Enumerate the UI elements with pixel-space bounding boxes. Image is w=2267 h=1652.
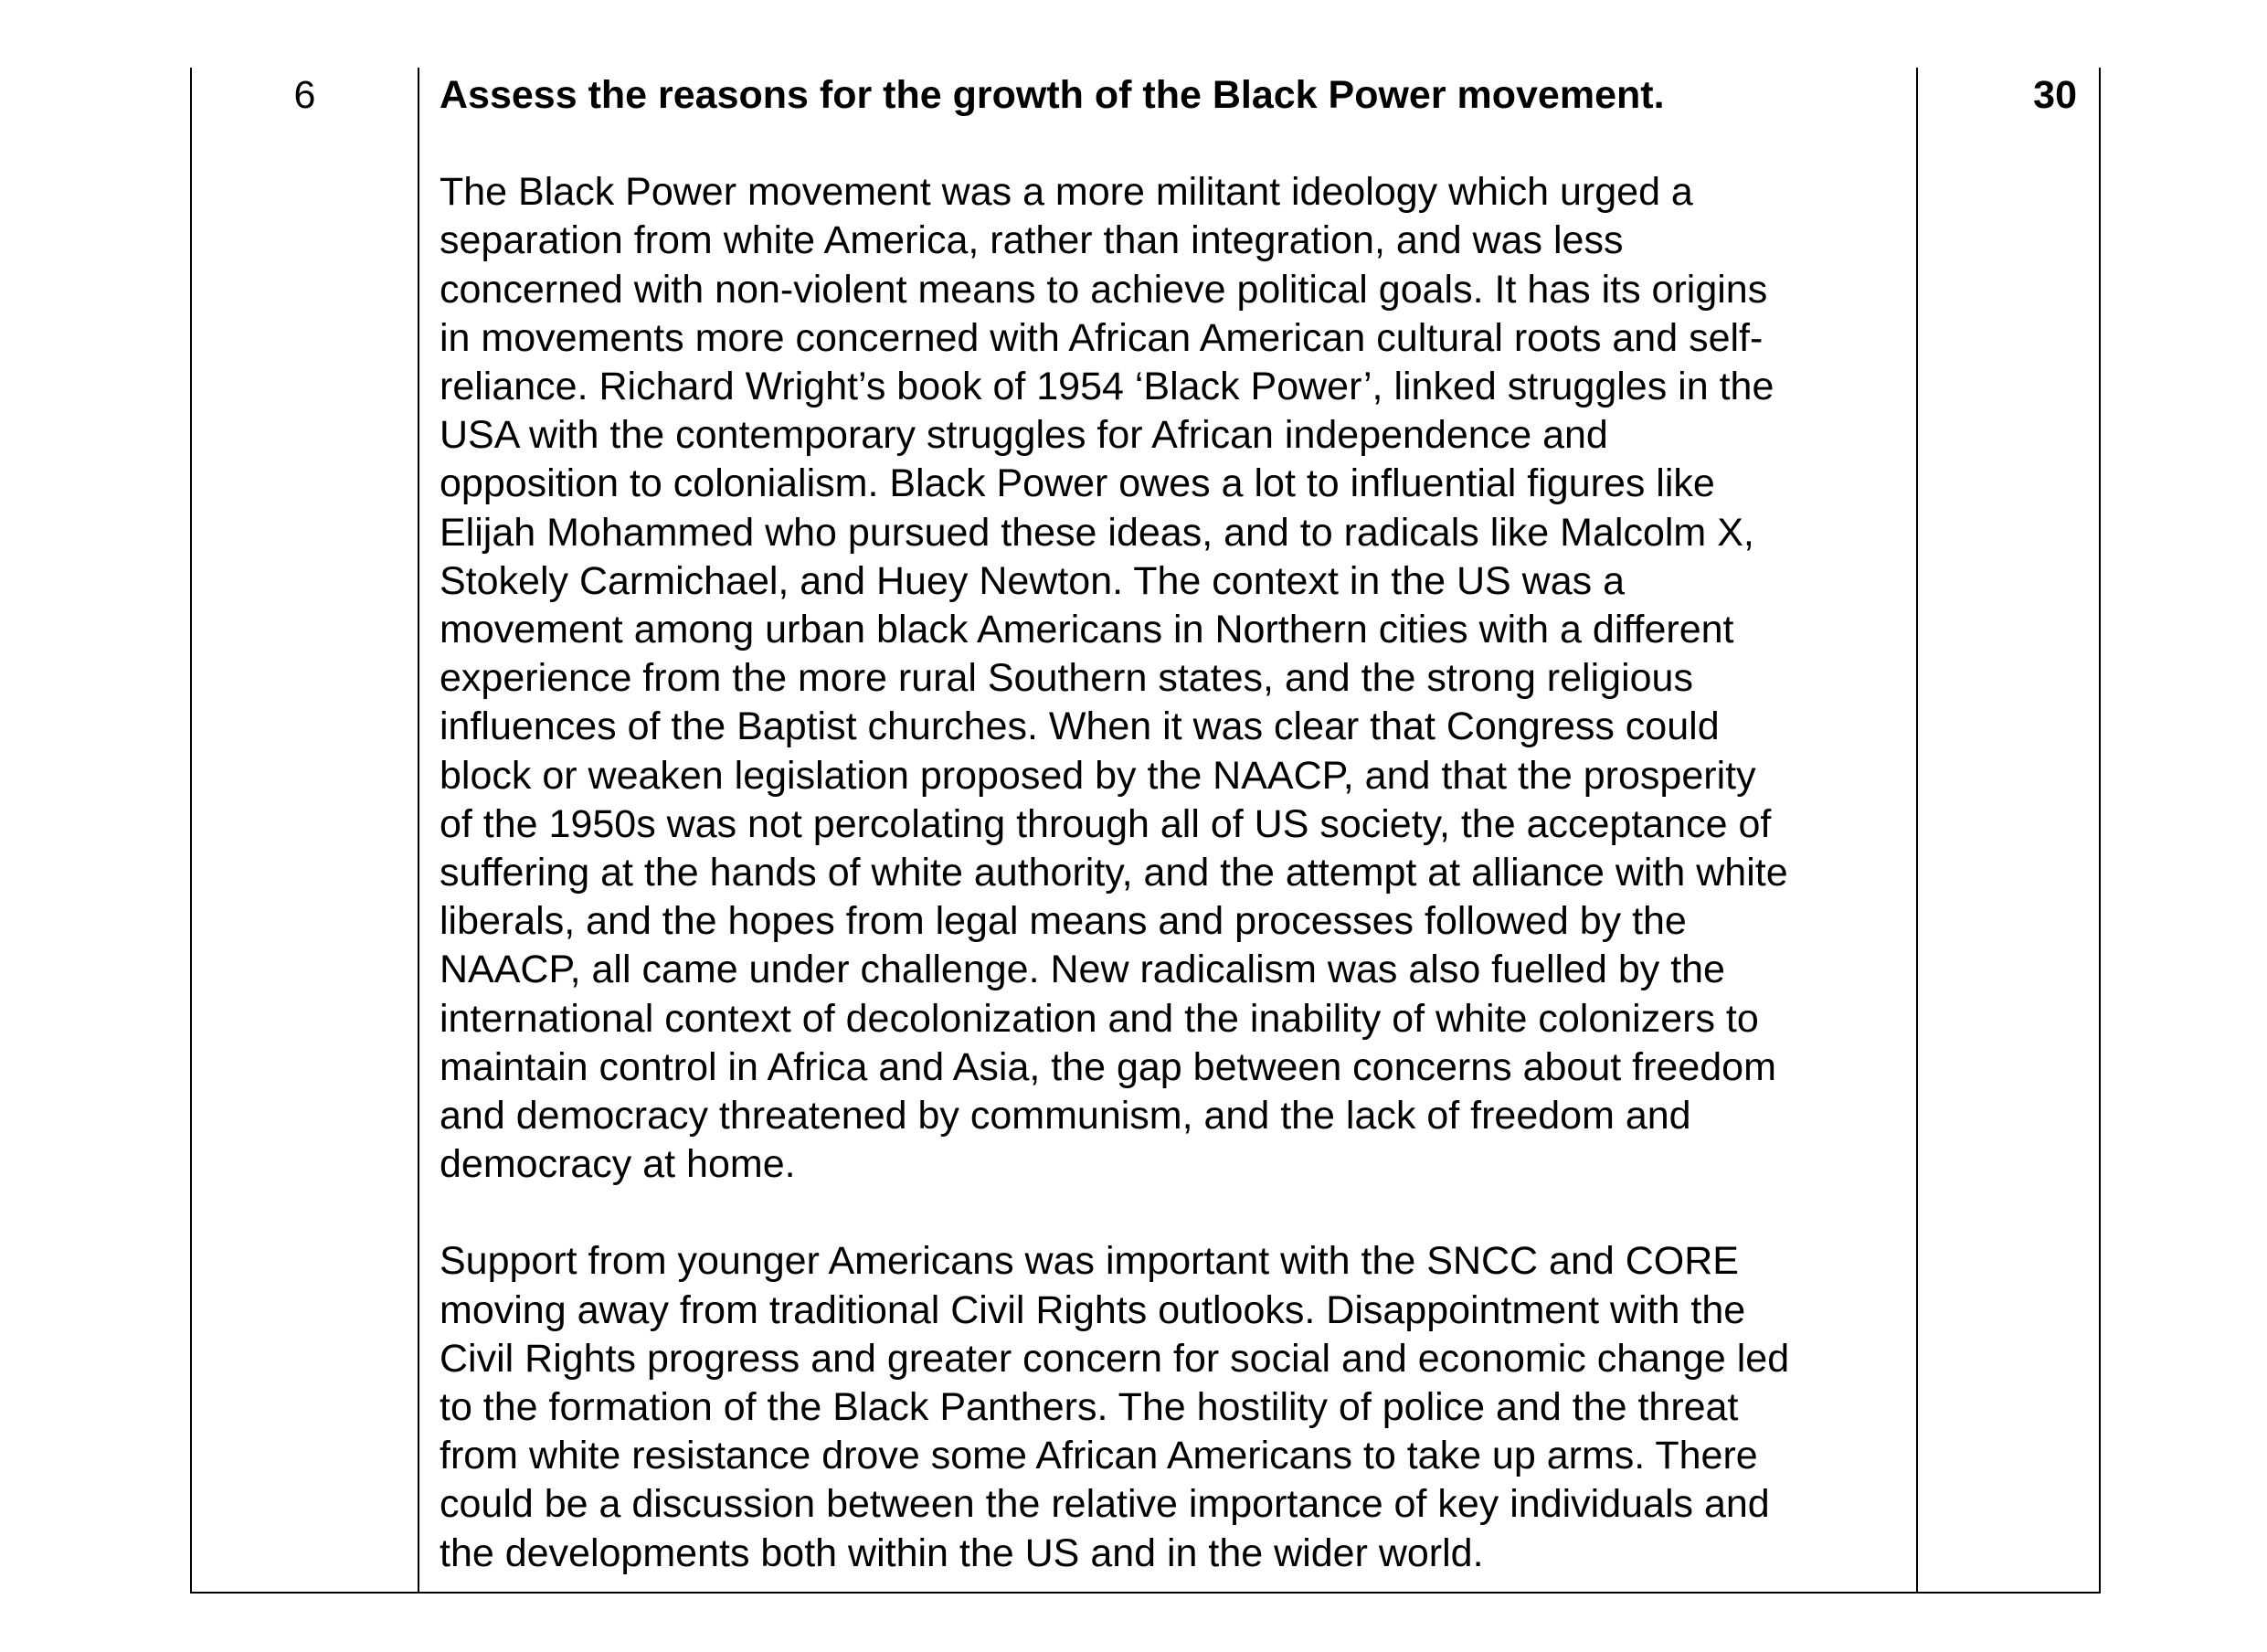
answer-line: Stokely Carmichael, and Huey Newton. The context in the US was a (440, 558, 1626, 603)
answer-line: the developments both within the US and in the wider world. (440, 1530, 1484, 1575)
answer-line: moving away from traditional Civil Rights outlooks. Disappointment with the (440, 1287, 1746, 1332)
answer-line: Civil Rights progress and greater concern for social and economic change led (440, 1336, 1790, 1381)
answer-line: movement among urban black Americans in Northern cities with a different (440, 608, 1734, 652)
question-number-cell (192, 68, 419, 1592)
answer-line: to the formation of the Black Panthers. The hostility of police and the threat (440, 1385, 1739, 1430)
answer-line: liberals, and the hopes from legal means and processes followed by the (440, 899, 1687, 944)
answer-line: international context of decolonization and the inability of white colonizers to (440, 996, 1759, 1041)
question-number: 6 (293, 73, 316, 117)
answer-line: concerned with non-violent means to achieve political goals. It has its origins (440, 267, 1768, 312)
answer-line: in movements more concerned with African American cultural roots and self- (440, 315, 1764, 360)
answer-line: suffering at the hands of white authority, and the attempt at alliance with white (440, 851, 1788, 895)
answer-line: influences of the Baptist churches. When it was clear that Congress could (440, 704, 1720, 749)
answer-line: opposition to colonialism. Black Power owes a lot to influential figures like (440, 461, 1715, 506)
answer-line: maintain control in Africa and Asia, the gap between concerns about freedom (440, 1044, 1776, 1089)
answer-line: could be a discussion between the relative importance of key individuals and (440, 1482, 1770, 1527)
answer-line: The Black Power movement was a more militant ideology which urged a (440, 170, 1693, 215)
answer-line: Elijah Mohammed who pursued these ideas, and to radicals like Malcolm X, (440, 510, 1754, 555)
answer-paragraph (440, 1237, 1916, 1577)
answer-line: block or weaken legislation proposed by the NAACP, and that the prosperity (440, 753, 1756, 798)
answer-line: and democracy threatened by communism, and the lack of freedom and (440, 1094, 1691, 1138)
answer-line: from white resistance drove some African Americans to take up arms. There (440, 1434, 1758, 1478)
indicative-content (440, 168, 1916, 1578)
answer-line: experience from the more rural Southern states, and the strong religious (440, 656, 1693, 701)
answer-cell (419, 68, 1918, 1592)
question-text: Assess the reasons for the growth of the Black Power movement. (440, 73, 1665, 117)
answer-line: of the 1950s was not percolating through all of US society, the acceptance of (440, 801, 1772, 846)
answer-line: reliance. Richard Wright’s book of 1954 ‘Black Power’, linked struggles in the (440, 365, 1774, 409)
answer-paragraph (440, 168, 1916, 1189)
answer-line: USA with the contemporary struggles for African independence and (440, 413, 1608, 458)
answer-line: Support from younger Americans was important with the SNCC and CORE (440, 1239, 1739, 1284)
marks-value: 30 (2033, 73, 2077, 117)
answer-line: NAACP, all came under challenge. New radicalism was also fuelled by the (440, 948, 1725, 992)
answer-line: separation from white America, rather than integration, and was less (440, 218, 1624, 263)
answer-line: democracy at home. (440, 1142, 796, 1187)
marks-cell (1918, 68, 2099, 1592)
mark-scheme-table (190, 68, 2101, 1594)
